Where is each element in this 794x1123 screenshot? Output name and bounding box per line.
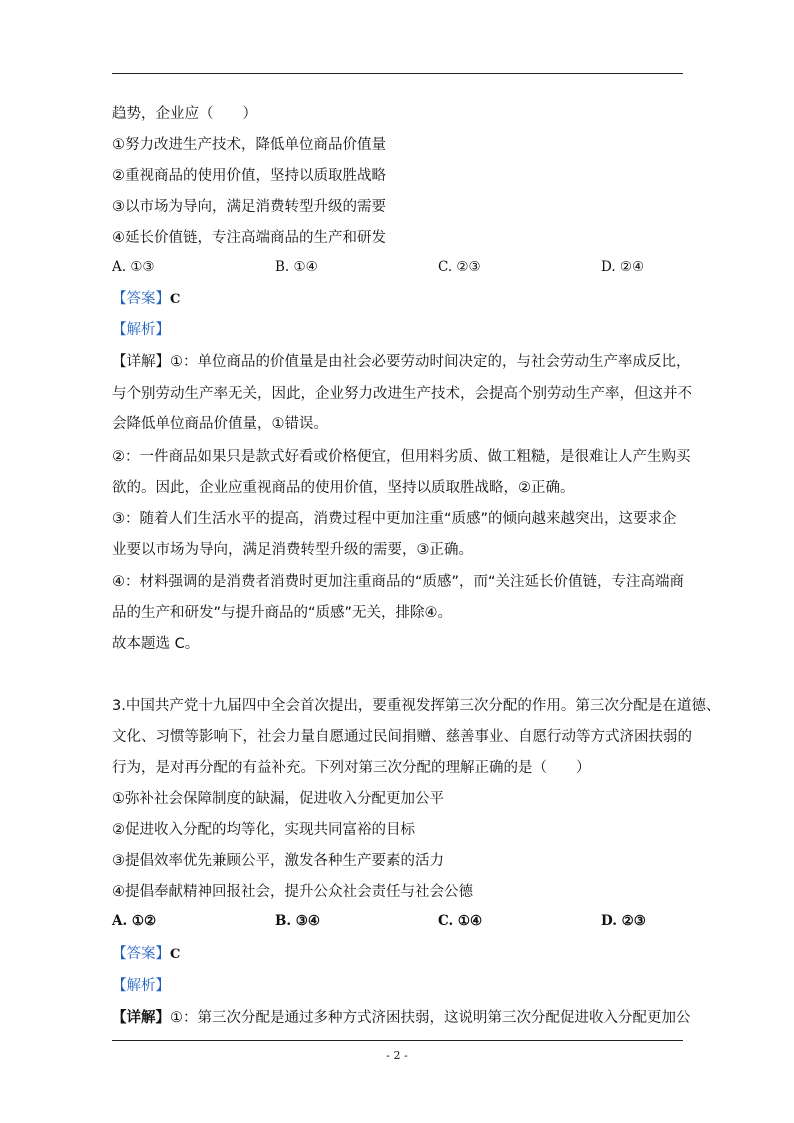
q3-item-2: ②促进收入分配的均等化，实现共同富裕的目标	[112, 822, 415, 838]
q3-item-1: ①弥补社会保障制度的缺漏，促进收入分配更加公平	[112, 791, 444, 807]
q3-option-d: D. ②③	[601, 913, 646, 929]
q2-answer-line	[112, 289, 687, 310]
analysis-tag: 【解析】	[112, 322, 170, 338]
q3-stem-line-3: 行为，是对再分配的有益补充。下列对第三次分配的理解正确的是（ ）	[112, 760, 591, 776]
answer-tag: 【答案】	[112, 946, 170, 962]
q2-answer-value: C	[170, 292, 181, 307]
footer-rule	[112, 1040, 683, 1041]
q2-detail-line-6: ③：随着人们生活水平的提高，消费过程中更加注重“质感”的倾向越来越突出，这要求企	[112, 511, 677, 527]
q2-item-4: ④延长价值链，专注高端商品的生产和研发	[112, 230, 386, 246]
detail-tag: 【详解】	[112, 1010, 170, 1026]
q3-analysis-line	[112, 976, 687, 996]
q2-detail-line-5: 欲的。因此，企业应重视商品的使用价值，坚持以质取胜战略，②正确。	[112, 480, 575, 496]
answer-tag: 【答案】	[112, 291, 170, 307]
q3-option-c: C. ①④	[438, 913, 483, 929]
q2-detail-line-3: 会降低单位商品价值量，①错误。	[112, 416, 328, 432]
q3-answer-value: C	[170, 947, 181, 962]
q3-option-a: A. ①②	[112, 913, 157, 929]
q2-detail-text-1: ①：单位商品的价值量是由社会必要劳动时间决定的，与社会劳动生产率成反比，	[170, 354, 691, 370]
q2-option-a: A. ①③	[112, 259, 155, 275]
q3-stem-line-1: 3.中国共产党十九届四中全会首次提出，要重视发挥第三次分配的作用。第三次分配是在道德、	[112, 698, 721, 714]
q3-detail-text-1: ①：第三次分配是通过多种方式济困扶弱，这说明第三次分配促进收入分配更加公	[170, 1010, 691, 1026]
q2-detail-line-1	[112, 352, 691, 372]
q3-detail-line-1	[112, 1008, 691, 1028]
q2-option-d: D. ②④	[601, 259, 645, 275]
analysis-tag: 【解析】	[112, 978, 170, 994]
q2-option-b: B. ①④	[275, 259, 318, 275]
q2-analysis-line	[112, 320, 687, 340]
q3-option-b: B. ③④	[275, 913, 321, 929]
q2-detail-line-4: ②：一件商品如果只是款式好看或价格便宜，但用料劣质、做工粗糙，是很难让人产生购买	[112, 449, 691, 465]
header-rule	[112, 73, 683, 74]
q2-detail-line-8: ④：材料强调的是消费者消费时更加注重商品的“质感”，而“关注延长价值链，专注高端商	[112, 574, 685, 590]
page-number: - 2 -	[386, 1049, 408, 1062]
q2-option-c: C. ②③	[438, 259, 481, 275]
q2-conclusion: 故本题选 C。	[112, 636, 200, 652]
q2-item-2: ②重视商品的使用价值，坚持以质取胜战略	[112, 168, 386, 184]
detail-tag: 【详解】	[112, 354, 170, 370]
q3-answer-line	[112, 944, 687, 965]
q2-detail-line-9: 品的生产和研发”与提升商品的“质感”无关，排除④。	[112, 605, 453, 621]
q2-detail-line-7: 业要以市场为导向，满足消费转型升级的需要，③正确。	[112, 542, 473, 558]
q2-detail-line-2: 与个别劳动生产率无关，因此，企业努力改进生产技术，会提高个别劳动生产率，但这并不	[112, 386, 692, 402]
q2-item-3: ③以市场为导向，满足消费转型升级的需要	[112, 199, 386, 215]
q3-item-3: ③提倡效率优先兼顾公平，激发各种生产要素的活力	[112, 853, 444, 869]
q3-stem-line-2: 文化、习惯等影响下，社会力量自愿通过民间捐赠、慈善事业、自愿行动等方式济困扶弱的	[112, 729, 692, 745]
q2-item-1: ①努力改进生产技术，降低单位商品价值量	[112, 137, 386, 153]
q2-stem-tail: 趋势，企业应（ ）	[112, 106, 257, 122]
q3-item-4: ④提倡奉献精神回报社会，提升公众社会责任与社会公德	[112, 884, 473, 900]
